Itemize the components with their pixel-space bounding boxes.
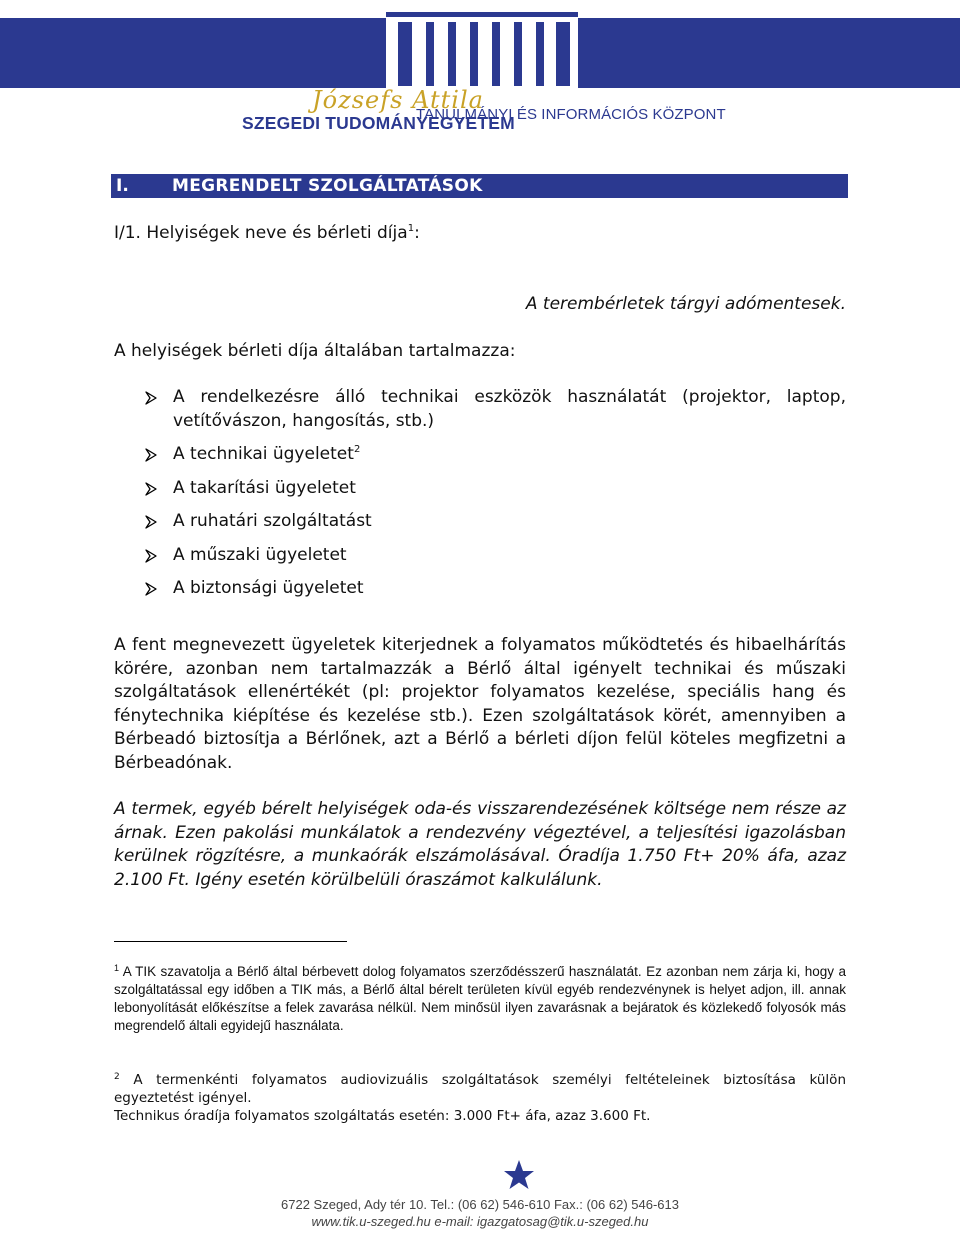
- logo-pillar: [470, 22, 478, 86]
- logo-pillar: [536, 22, 544, 86]
- included-services-list: [144, 386, 846, 611]
- list-item-text: A technikai ügyeletet: [173, 444, 354, 464]
- section-title: MEGRENDELT SZOLGÁLTATÁSOK: [172, 176, 483, 196]
- logo-pillar: [398, 22, 412, 86]
- footnote-text: A TIK szavatolja a Bérlő által bérbevett dolog folyamatos szerződésszerű használatát. Ez azonban nem zárja ki, hogy a szolgáltatással egy időben a TIK más, a Bérlő által bérelt területen kívül egyéb rendezvénynek is helyet adjon, ill. annak lebonyolítását előkészítse a felek zavarása nélkül. Nem minősül ilyen zavarásnak a bejáratok és közlekedő folyosók más megrendelő általi egyidejű használata.: [114, 964, 846, 1033]
- arrow-bullet-icon: [144, 549, 158, 563]
- list-item-text: A műszaki ügyeletet: [173, 544, 347, 565]
- footer-address: 6722 Szeged, Ady tér 10. Tel.: (06 62) 546-610 Fax.: (06 62) 546-613: [281, 1197, 679, 1212]
- footnote-divider: [114, 941, 347, 942]
- list-item: [144, 477, 846, 501]
- paragraph-rearrangement: A termek, egyéb bérelt helyiségek oda-és visszarendezésének költsége nem része az árnak. Ezen pakolási munkálatok a rendezvény végeztével, a teljesítési igazolásban kerülnek rögzítésre, a munkaórák elszámolásával. Óradíja 1.750 Ft+ 20% áfa, azaz 2.100 Ft. Igény esetén körülbelüli óraszámot kalkulálunk.: [114, 799, 846, 890]
- arrow-bullet-icon: [144, 482, 158, 496]
- list-item: [144, 443, 846, 467]
- footnote-mark: 1: [114, 963, 120, 973]
- logo-pillar: [556, 22, 570, 86]
- footnote-ref-2[interactable]: 2: [353, 444, 361, 455]
- footnote-extra-text: Technikus óradíja folyamatos szolgáltatás esetén: 3.000 Ft+ áfa, azaz 3.600 Ft.: [114, 1108, 651, 1124]
- footnote-text: A termenkénti folyamatos audiovizuális szolgáltatások személyi feltételeinek biztosítása külön egyeztetést igényel.: [114, 1072, 846, 1106]
- section-number: I.: [116, 176, 129, 196]
- footer-web-contact[interactable]: www.tik.u-szeged.hu e-mail: igazgatosag@tik.u-szeged.hu: [311, 1214, 649, 1229]
- list-item-text: A takarítási ügyeletet: [173, 477, 356, 498]
- footnote-ref-1[interactable]: 1: [407, 223, 415, 234]
- logo-signature: Józsefs Attila: [312, 86, 484, 114]
- logo-center-name: TANULMÁNYI ÉS INFORMÁCIÓS KÖZPONT: [416, 106, 726, 123]
- tax-note: A terembérletek tárgyi adómentesek.: [525, 294, 846, 314]
- subheading-text: I/1. Helyiségek neve és bérleti díja: [114, 223, 408, 243]
- list-item: [144, 510, 846, 534]
- star-icon: [502, 1158, 536, 1192]
- paragraph-services: A fent megnevezett ügyeletek kiterjednek a folyamatos működtetés és hibaelhárítás körére, azonban nem tartalmazzák a Bérlő által igényelt technikai és műszaki szolgáltatások ellenértékét (pl: projektor folyamatos kezelése, speciális hang és fénytechnika kiépítése és kezelése stb.). Ezen szolgáltatások körét, amennyiben a Bérbeadó biztosítja a Bérlőnek, azt a Bérlő a bérleti díjon felül köteles megfizetni a Bérbeadónak.: [114, 635, 846, 773]
- subheading-suffix: :: [414, 223, 420, 243]
- list-item-text: A biztonsági ügyeletet: [173, 578, 364, 598]
- arrow-bullet-icon: [144, 391, 158, 405]
- footnote-mark: 2: [114, 1072, 120, 1082]
- list-item-text: A rendelkezésre álló technikai eszközök használatát (projektor, laptop, vetítővászon, hangosítás, stb.): [173, 387, 846, 431]
- list-item: [144, 386, 846, 433]
- logo-pillar: [426, 22, 434, 86]
- arrow-bullet-icon: [144, 448, 158, 462]
- footnote-2: [114, 1071, 846, 1125]
- letterhead: [0, 0, 960, 140]
- logo-building-roof: [386, 12, 578, 17]
- footnote-1: [114, 963, 846, 1035]
- logo-university-name: SZEGEDI TUDOMÁNYEGYETEM: [242, 113, 515, 133]
- arrow-bullet-icon: [144, 582, 158, 596]
- section-heading-bar: [111, 174, 848, 198]
- logo-pillar: [492, 22, 500, 86]
- list-item: [144, 577, 846, 601]
- logo-building: [386, 12, 578, 92]
- list-item-text: A ruhatári szolgáltatást: [173, 511, 372, 531]
- subheading: [114, 222, 846, 246]
- arrow-bullet-icon: [144, 515, 158, 529]
- logo-pillar: [448, 22, 456, 86]
- list-item: [144, 544, 846, 568]
- logo-pillar: [514, 22, 522, 86]
- includes-heading: A helyiségek bérleti díja általában tartalmazza:: [114, 341, 516, 361]
